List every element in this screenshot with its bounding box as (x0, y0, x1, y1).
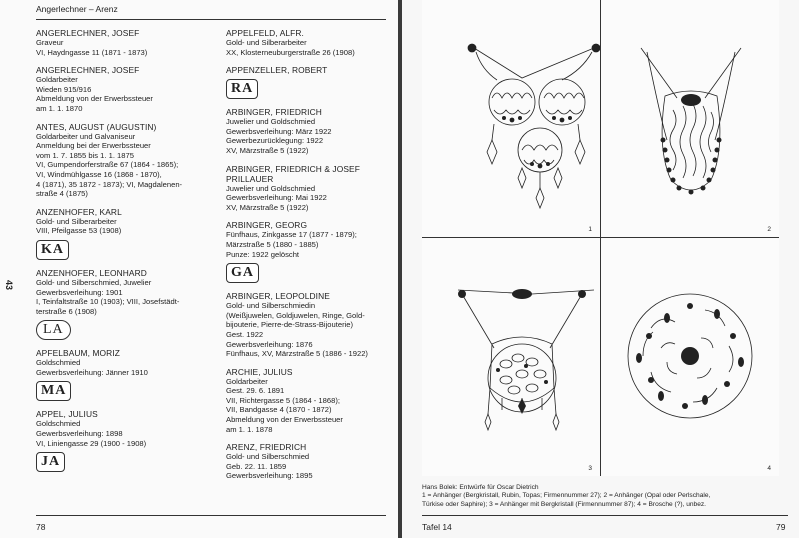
hallmark-stamp: KA (36, 240, 69, 260)
hallmark-stamp: MA (36, 381, 71, 401)
entry-line: Gest. 29. 6. 1891 (226, 386, 285, 396)
entry-name: ARENZ, FRIEDRICH (226, 442, 307, 453)
panel-2 (601, 0, 779, 238)
hallmark-stamp: JA (36, 452, 65, 472)
register-entry (36, 28, 208, 57)
entry-line: 4 (1871), 35 1872 - 1873); VI, Magdalenen- (36, 179, 183, 189)
entry-name: ANGERLECHNER, JOSEF (36, 28, 140, 38)
register-entry (226, 28, 398, 57)
entry-line: Juwelier und Goldschmied (226, 117, 316, 127)
entry-line: Goldschmied (36, 419, 81, 429)
entry-line: vom 1. 7. 1855 bis 1. 1. 1875 (36, 150, 134, 160)
register-entry (36, 409, 208, 472)
register-entry (36, 268, 208, 340)
entry-line: Gest. 1922 (226, 329, 264, 339)
entry-line: VI, Haydngasse 11 (1871 - 1873) (36, 47, 148, 57)
entry-line: (Weißjuwelen, Goldjuwelen, Ringe, Gold- (226, 310, 365, 320)
register-entry (226, 291, 398, 359)
register-entry (36, 65, 208, 113)
entry-name: APPENZELLER, ROBERT (226, 65, 328, 76)
side-page-number: 43 (4, 279, 15, 291)
entry-line: Gewerbsverleihung: 1901 (36, 287, 123, 297)
caption-line: Hans Bolek: Entwürfe für Oscar Dietrich (422, 484, 539, 491)
entry-line: am 1. 1. 1870 (36, 103, 83, 113)
entry-line: Gewerbsverleihung: 1876 (226, 339, 313, 349)
entry-line: VI, Windmühlgasse 16 (1868 - 1870), (36, 169, 162, 179)
caption-line: 1 = Anhänger (Bergkristall, Rubin, Topas; Firmennummer 27); 2 = Anhänger (Opal oder Perlschale, (422, 492, 711, 500)
register-entry (36, 207, 208, 260)
register-entry (226, 65, 398, 99)
entry-line: straße 4 (1875) (36, 189, 88, 199)
panel-3 (422, 238, 601, 476)
plate-grid (422, 0, 779, 476)
entry-line: Gold- und Silberarbeiter (226, 38, 307, 47)
entry-line: Gewerbsverleihung: Mai 1922 (226, 193, 327, 203)
panel-1 (422, 0, 601, 238)
hallmark-stamp: GA (226, 263, 259, 283)
panel-4 (601, 238, 779, 476)
register-entry (226, 442, 398, 481)
footer-rule (422, 515, 788, 516)
entry-line: Abmeldung von der Erwerbssteuer (226, 415, 343, 425)
caption-line: Türkise oder Saphire); 3 = Anhänger mit Bergkristall (Firmennummer 87); 4 = Brosche (?), unbez. (422, 500, 707, 508)
entry-line: Gold- und Silberschmied, Juwelier (36, 277, 152, 287)
entry-line: Goldschmied (36, 358, 81, 368)
entry-line: Märzstraße 5 (1880 - 1885) (226, 239, 319, 249)
entry-line: Gold- und Silberschmied (226, 452, 310, 462)
entry-line: Abmeldung von der Erwerbssteuer (36, 94, 153, 104)
entry-line: Juwelier und Goldschmied (226, 183, 316, 193)
entry-line: Gold- und Silberarbeiter (36, 216, 117, 226)
entry-line: bijouterie, Pierre-de-Strass-Bijouterie) (226, 320, 354, 330)
entry-name: ARBINGER, FRIEDRICH & JOSEF PRILLAUER (226, 163, 360, 184)
entry-line: Graveur (36, 38, 64, 47)
entries-column-1 (36, 28, 208, 480)
entry-name: ARBINGER, FRIEDRICH (226, 107, 322, 118)
entry-line: Gewerbsverleihung: März 1922 (226, 126, 332, 136)
entry-name: APPEL, JULIUS (36, 409, 98, 420)
entry-line: Gold- und Silberschmiedin (226, 301, 316, 311)
right-page-number: 79 (776, 522, 786, 532)
entry-name: ANZENHOFER, LEONHARD (36, 267, 147, 278)
entry-line: VII, Richtergasse 5 (1864 - 1868); (226, 395, 340, 405)
pendant-1-drawing (422, 0, 600, 237)
entry-name: ANZENHOFER, KARL (36, 206, 122, 217)
entry-line: terstraße 6 (1908) (36, 306, 97, 316)
entry-name: ANGERLECHNER, JOSEF (36, 65, 140, 76)
register-entry (226, 367, 398, 435)
entry-line: Wieden 915/916 (36, 84, 92, 94)
panel-number: 2 (767, 226, 771, 233)
left-page-number: 78 (36, 522, 46, 532)
hallmark-stamp: LA (36, 320, 71, 340)
entry-name: APFELBAUM, MORIZ (36, 348, 120, 359)
entry-line: VII, Bandgasse 4 (1870 - 1872) (226, 405, 332, 415)
entry-line: XV, Märzstraße 5 (1922) (226, 145, 309, 155)
entry-name: ARBINGER, LEOPOLDINE (226, 291, 330, 302)
entry-line: XV, Märzstraße 5 (1922) (226, 202, 309, 212)
entry-line: Anmeldung bei der Erwerbssteuer (36, 141, 151, 151)
entry-line: Goldarbeiter und Galvaniseur (36, 131, 136, 141)
register-entry (36, 122, 208, 199)
panel-number: 3 (588, 465, 592, 472)
entry-name: ARCHIE, JULIUS (226, 366, 293, 377)
register-entry (226, 107, 398, 155)
entry-line: VI, Gumpendorferstraße 67 (1864 - 1865); (36, 160, 179, 170)
entry-line: XX, Klosterneuburgerstraße 26 (1908) (226, 47, 355, 57)
register-entry (226, 220, 398, 283)
pendant-3-drawing (422, 238, 600, 476)
right-page (402, 0, 799, 538)
entry-line: Goldarbeiter (36, 75, 78, 85)
plate-caption (422, 484, 794, 509)
entry-name: ARBINGER, GEORG (226, 220, 308, 231)
entry-line: Punze: 1922 gelöscht (226, 249, 300, 259)
hallmark-stamp: RA (226, 79, 258, 99)
entry-line: Goldarbeiter (226, 376, 268, 386)
entry-line: Geb. 22. 11. 1859 (226, 461, 287, 471)
register-entry (36, 348, 208, 401)
entry-line: Gewerbsverleihung: 1895 (226, 471, 313, 481)
entry-line: I, Teinfaltstraße 10 (1903); VIII, Josefstädt- (36, 297, 180, 307)
panel-number: 4 (767, 465, 771, 472)
register-entry (226, 164, 398, 213)
entries-column-2 (226, 28, 398, 489)
pendant-2-drawing (601, 0, 779, 237)
panel-number: 1 (588, 226, 592, 233)
entry-line: Gewerbsverleihung: Jänner 1910 (36, 367, 148, 377)
brooch-4-drawing (601, 238, 779, 476)
entry-line: Gewerbsverleihung: 1898 (36, 429, 123, 439)
footer-rule (36, 515, 386, 516)
entry-line: Fünfhaus, XV, Märzstraße 5 (1886 - 1922) (226, 349, 368, 359)
entry-name: ANTES, AUGUST (AUGUSTIN) (36, 121, 157, 132)
entry-line: am 1. 1. 1878 (226, 424, 273, 434)
entry-name: APPELFELD, ALFR. (226, 28, 304, 38)
entry-line: VI, Liniengasse 29 (1900 - 1908) (36, 438, 147, 448)
entry-line: Fünfhaus, Zinkgasse 17 (1877 - 1879); (226, 230, 357, 240)
header-rule (36, 19, 386, 20)
entry-line: VIII, Pfeilgasse 53 (1908) (36, 226, 122, 236)
entry-line: Gewerbezurücklegung: 1922 (226, 136, 324, 146)
running-head: Angerlechner – Arenz (36, 4, 118, 14)
plate-label: Tafel 14 (422, 522, 452, 532)
